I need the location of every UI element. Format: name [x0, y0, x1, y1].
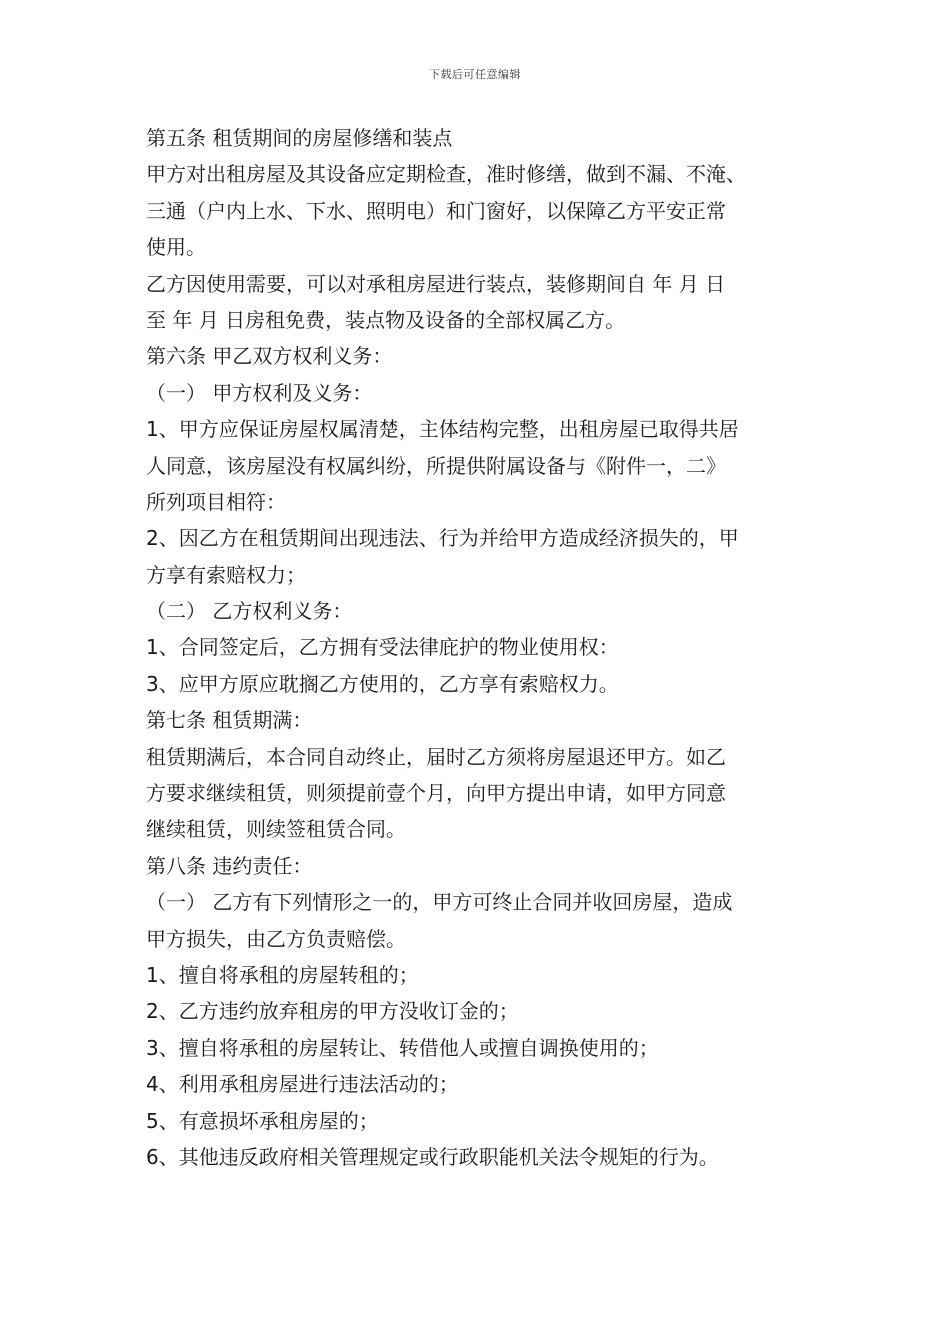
list-item: 3、应甲方原应耽搁乙方使用的，乙方享有索赔权力。 [146, 671, 619, 696]
paragraph-line: 人同意，该房屋没有权属纠纷，所提供附属设备与《附件一，二》 [146, 453, 726, 478]
paragraph-line: 方享有索赔权力； [146, 562, 306, 587]
paragraph-line: 所列项目相符： [146, 489, 286, 514]
list-item: 1、甲方应保证房屋权属清楚，主体结构完整，出租房屋已取得共居 [146, 417, 739, 442]
paragraph-line: 乙方因使用需要，可以对承租房屋进行装点，装修期间自 年 月 日 [146, 271, 726, 296]
section-heading-article-5: 第五条 租赁期间的房屋修缮和装点 [146, 126, 453, 150]
section-heading-article-8: 第八条 违约责任： [146, 853, 313, 878]
list-item: 2、乙方违约放弃租房的甲方没收订金的； [146, 999, 519, 1024]
list-item: 3、擅自将承租的房屋转让、转借他人或擅自调换使用的； [146, 1035, 659, 1060]
section-heading-article-7: 第七条 租赁期满： [146, 708, 313, 733]
list-item: 2、因乙方在租赁期间出现违法、行为并给甲方造成经济损失的，甲 [146, 526, 739, 551]
paragraph-line: 租赁期满后，本合同自动终止，届时乙方须将房屋退还甲方。如乙 [146, 744, 726, 769]
list-item: 1、擅自将承租的房屋转租的； [146, 962, 419, 987]
paragraph-line: 方要求继续租赁，则须提前壹个月，向甲方提出申请，如甲方同意 [146, 781, 726, 806]
subsection-heading: （二） 乙方权利义务： [146, 599, 353, 624]
subsection-heading: （一） 乙方有下列情形之一的，甲方可终止合同并收回房屋，造成 [146, 890, 733, 915]
document-body [146, 120, 816, 1175]
paragraph-line: 至 年 月 日房租免费，装点物及设备的全部权属乙方。 [146, 307, 626, 332]
paragraph-line: 三通（户内上水、下水、照明电）和门窗好，以保障乙方平安正常 [146, 198, 726, 223]
subsection-heading: （一） 甲方权利及义务： [146, 380, 373, 405]
page-header: 下载后可任意编辑 [429, 68, 521, 81]
list-item: 1、合同签定后，乙方拥有受法律庇护的物业使用权： [146, 635, 619, 660]
list-item: 6、其他违反政府相关管理规定或行政职能机关法令规矩的行为。 [146, 1144, 719, 1169]
list-item: 5、有意损坏承租房屋的； [146, 1108, 379, 1133]
paragraph-line: 甲方损失，由乙方负责赔偿。 [146, 926, 406, 951]
list-item: 4、利用承租房屋进行违法活动的； [146, 1072, 459, 1097]
paragraph-line: 使用。 [146, 235, 206, 260]
paragraph-line: 甲方对出租房屋及其设备应定期检查，准时修缮，做到不漏、不淹、 [146, 162, 746, 187]
paragraph-line: 继续租赁，则续签租赁合同。 [146, 817, 406, 842]
section-heading-article-6: 第六条 甲乙双方权利义务： [146, 344, 393, 369]
